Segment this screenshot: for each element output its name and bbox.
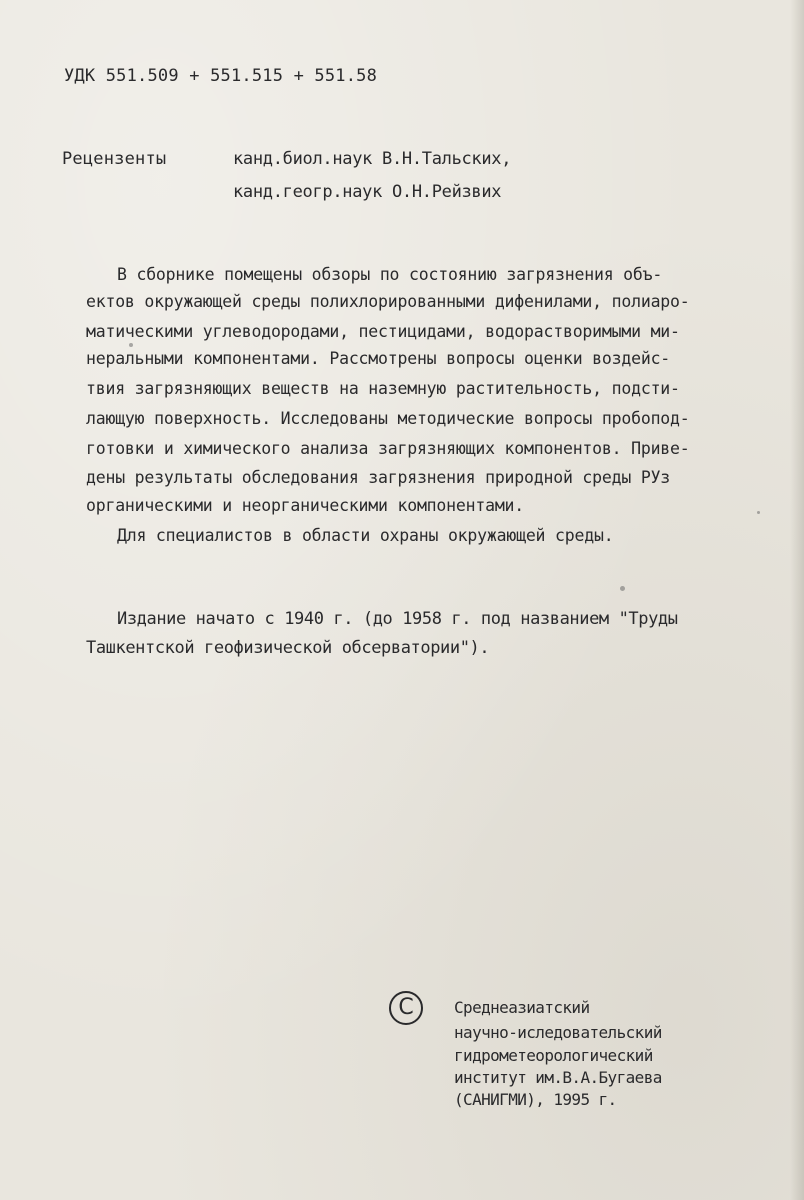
edition-line-2: Ташкентской геофизической обсерватории").: [86, 638, 490, 658]
scan-speck: [620, 586, 625, 591]
abstract-line-7: готовки и химического анализа загрязняющих компонентов. Приве-: [86, 439, 690, 458]
abstract-line-9: органическими и неорганическими компонентами.: [86, 496, 525, 515]
abstract-line-5: твия загрязняющих веществ на наземную растительность, подсти-: [86, 379, 680, 398]
reviewer-line-1: канд.биол.наук В.Н.Тальских,: [233, 149, 512, 169]
copyright-line-3: гидрометеорологический: [454, 1046, 653, 1065]
copyright-line-4: институт им.В.А.Бугаева: [454, 1068, 662, 1087]
copyright-line-1: Среднеазиатский: [454, 998, 590, 1017]
abstract-line-1: В сборнике помещены обзоры по состоянию загрязнения объ-: [117, 265, 663, 284]
reviewers-label: Рецензенты: [62, 149, 167, 169]
abstract-line-8: дены результаты обследования загрязнения природной среды РУз: [86, 468, 671, 487]
reviewer-line-2: канд.геогр.наук О.Н.Рейзвих: [233, 182, 502, 202]
abstract-line-2: ектов окружающей среды полихлорированными дифенилами, полиаро-: [86, 292, 690, 311]
scan-speck: [129, 343, 133, 347]
abstract-line-6: лающую поверхность. Исследованы методические вопросы пробопод-: [86, 409, 690, 428]
abstract-line-4: неральными компонентами. Рассмотрены вопросы оценки воздейс-: [86, 349, 671, 368]
abstract-line-3: матическими углеводородами, пестицидами, водорастворимыми ми-: [86, 322, 680, 341]
page-edge-shadow: [790, 0, 804, 1200]
udk-line: УДК 551.509 + 551.515 + 551.58: [64, 66, 378, 86]
audience-line: Для специалистов в области охраны окружающей среды.: [117, 526, 614, 545]
edition-line-1: Издание начато с 1940 г. (до 1958 г. под названием "Труды: [117, 609, 678, 629]
copyright-line-5: (САНИГМИ), 1995 г.: [454, 1090, 617, 1109]
copyright-line-2: научно-иследовательский: [454, 1023, 662, 1042]
copyright-icon: [389, 991, 423, 1025]
copyright-letter: C: [398, 995, 414, 1020]
scan-speck: [757, 511, 760, 514]
